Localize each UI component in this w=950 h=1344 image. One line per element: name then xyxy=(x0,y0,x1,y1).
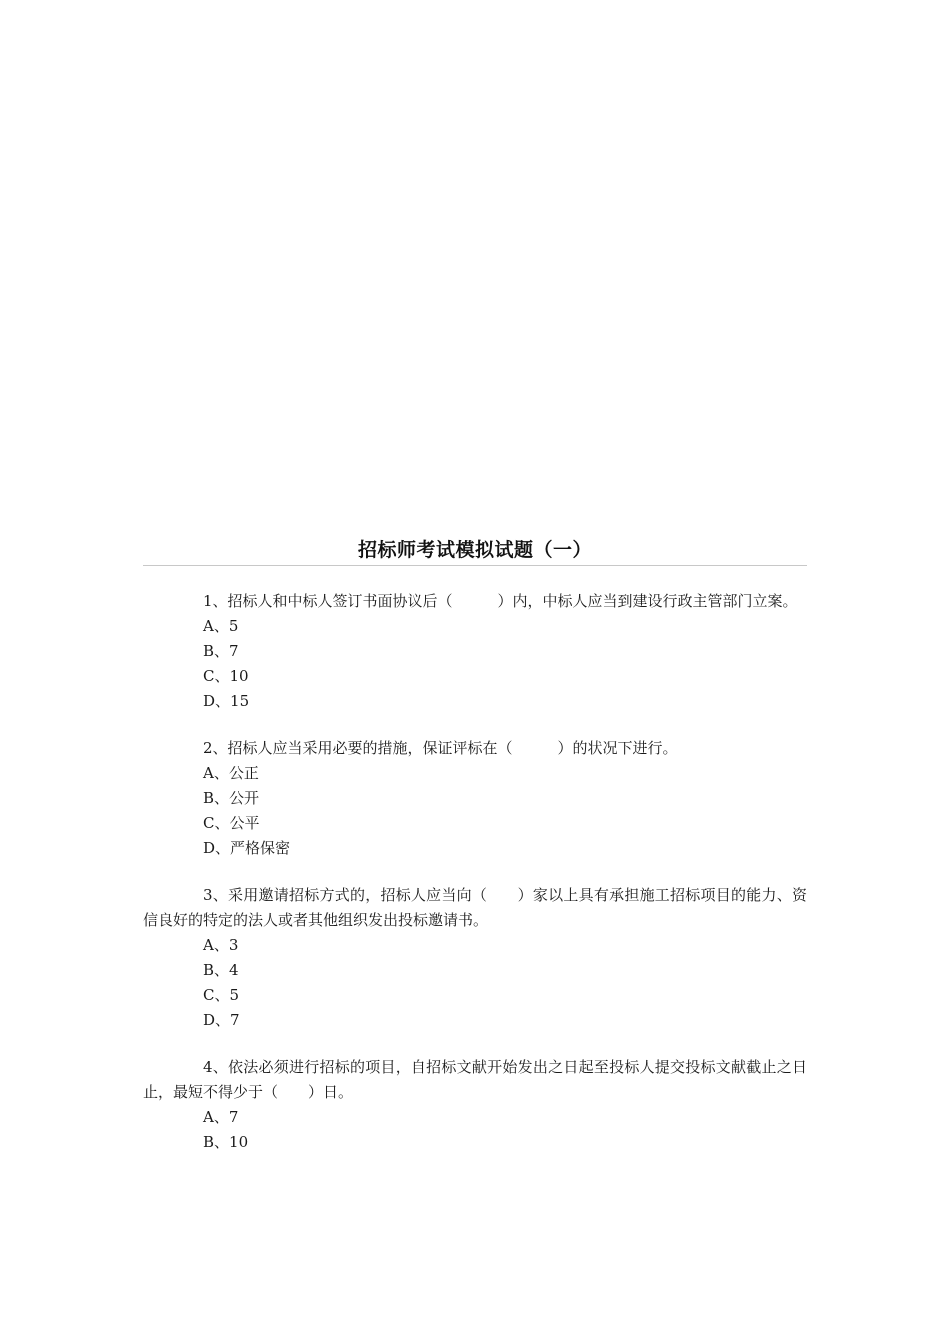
question-4 xyxy=(143,1055,807,1155)
option-a: A、3 xyxy=(203,936,239,954)
option-list xyxy=(143,614,807,714)
option-d: D、7 xyxy=(203,1011,240,1029)
question-stem: 3、采用邀请招标方式的，招标人应当向（ ）家以上具有承担施工招标项目的能力、资信良好的特定的法人或者其他组织发出投标邀请书。 xyxy=(143,886,807,929)
question-2 xyxy=(143,736,807,861)
question-stem: 1、招标人和中标人签订书面协议后（ ）内，中标人应当到建设行政主管部门立案。 xyxy=(203,592,798,610)
option-a: A、公正 xyxy=(203,764,259,782)
question-3 xyxy=(143,883,807,1033)
option-list xyxy=(143,761,807,861)
option-a: A、7 xyxy=(203,1108,239,1126)
option-list xyxy=(143,933,807,1033)
page-title: 招标师考试模拟试题（一） xyxy=(357,539,592,561)
option-c: C、5 xyxy=(203,986,240,1004)
option-b: B、7 xyxy=(203,642,239,660)
title-divider xyxy=(143,565,807,566)
option-b: B、4 xyxy=(203,961,239,979)
option-c: C、10 xyxy=(203,667,249,685)
option-c: C、公平 xyxy=(203,814,260,832)
option-list xyxy=(143,1105,807,1155)
option-b: B、公开 xyxy=(203,789,260,807)
option-a: A、5 xyxy=(203,617,239,635)
question-1 xyxy=(143,589,807,714)
question-list xyxy=(143,589,807,1177)
option-d: D、15 xyxy=(203,692,250,710)
option-d: D、严格保密 xyxy=(203,839,291,857)
option-b: B、10 xyxy=(203,1133,249,1151)
question-stem: 2、招标人应当采用必要的措施，保证评标在（ ）的状况下进行。 xyxy=(203,739,678,757)
question-stem: 4、依法必须进行招标的项目，自招标文献开始发出之日起至投标人提交投标文献截止之日止，最短不得少于（ ）日。 xyxy=(143,1058,807,1101)
